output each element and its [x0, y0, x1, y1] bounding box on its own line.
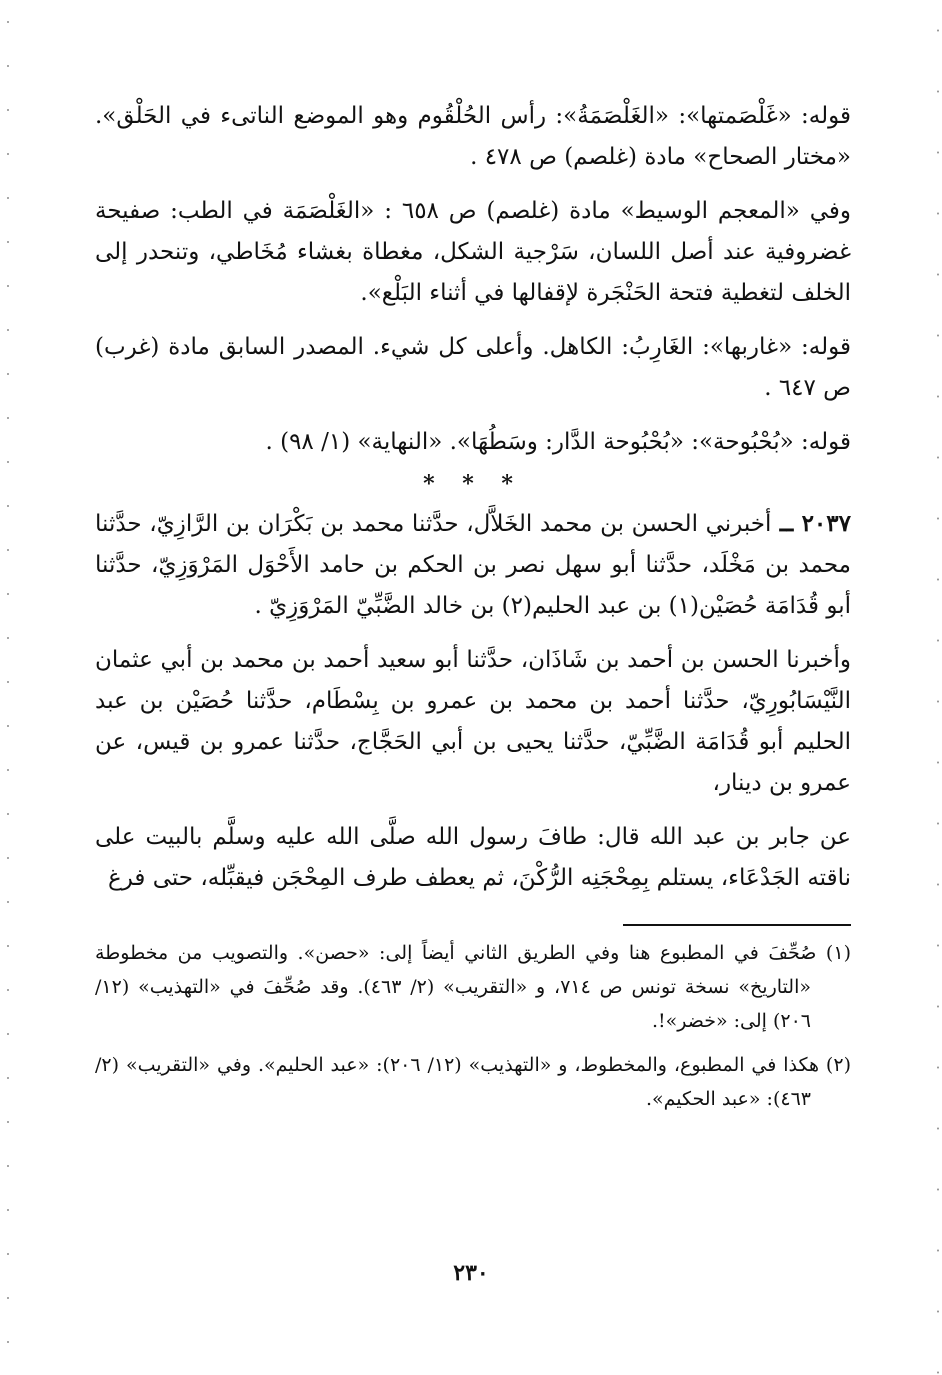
hadith-matn: عن جابر بن عبد الله قال: طافَ رسول الله صلَّى الله عليه وسلَّم بالبيت على ناقته الجَدْعَاء، يستلم بِمِحْجَنِه الرُّكْنَ، ثم يعطف طرف المِحْجَن فيقبِّله، حتى فرغ — [95, 824, 851, 891]
section-separator: * * * — [423, 471, 523, 497]
footnote-divider — [623, 924, 851, 926]
page-body — [95, 96, 851, 1315]
hadith-number: ٢٠٣٧ — [801, 510, 851, 537]
note-buhbuha: قوله: «بُحْبُوحة»: «بُحْبُوحة الدَّار: وسَطُهَا». «النهاية» (١/ ٩٨) . — [265, 429, 851, 455]
footnote-2: (٢) هكذا في المطبوع، والمخطوط، و «التهذيب» (١٢/ ٢٠٦): «عبد الحليم». وفي «التقريب» (٢/ ٤٦٣): «عبد الحكيم». — [95, 1054, 851, 1110]
hadith-dash: ــ — [771, 510, 802, 537]
right-page-edge — [936, 0, 940, 1375]
page-number: ٢٣٠ — [453, 1260, 489, 1286]
second-chain: وأخبرنا الحسن بن أحمد بن شَاذَان، حدَّثنا أبو سعيد أحمد بن محمد بن أبي عثمان النَّيْسَابُورِيّ، حدَّثنا أحمد بن محمد بن عمرو بن بِسْطَام، حدَّثنا حُصَيْن بن عبد الحليم أبو قُدَامَة الضَّبِّيّ، حدَّثنا يحيى بن أبي الحَجَّاج، حدَّثنا عمرو بن قيس، عن عمرو بن دينار، — [95, 647, 851, 796]
left-page-edge — [6, 0, 10, 1375]
hadith-text: أخبرني الحسن بن محمد الخَلاَّل، حدَّثنا محمد بن بَكْرَان بن الرَّازِيّ، حدَّثنا محمد بن مَخْلَد، حدَّثنا أبو سهل نصر بن الحكم بن حامد الأَحْوَل المَرْوَزِيّ، حدَّثنا أبو قُدَامَة حُصَيْن(١) بن عبد الحليم(٢) بن خالد الضَّبِّيّ المَرْوَزِيّ . — [95, 511, 851, 619]
footnote-1: (١) صُحِّفَ في المطبوع هنا وفي الطريق الثاني أيضاً إلى: «حصن». والتصويب من مخطوطة «التاريخ» نسخة تونس ص ٧١٤، و «التقريب» (٢/ ٤٦٣). وقد صُحِّفَ في «التهذيب» (١٢/ ٢٠٦) إلى: «خضر»!. — [95, 942, 851, 1032]
note-wasit: وفي «المعجم الوسيط» مادة (غلصم) ص ٦٥٨ : «الغَلْصَمَة في الطب: صفيحة غضروفية عند أصل اللسان، سَرْجية الشكل، مغطاة بغشاء مُخَاطي، وتنحدر إلى الخلف لتغطية فتحة الحَنْجَرة لإقفالها في أثناء البَلْع». — [95, 198, 851, 306]
note-ghalsama: قوله: «غَلْصَمتها»: «الغَلْصَمَةُ»: رأس الحُلْقُوم وهو الموضع الناتىء في الحَلْق». «مختار الصحاح» مادة (غلصم) ص ٤٧٨ . — [95, 103, 851, 170]
note-gharib: قوله: «غاربها»: الغَارِبُ: الكاهل. وأعلى كل شيء. المصدر السابق مادة (غرب) ص ٦٤٧ . — [95, 334, 851, 401]
hadith-isnad — [95, 503, 851, 627]
